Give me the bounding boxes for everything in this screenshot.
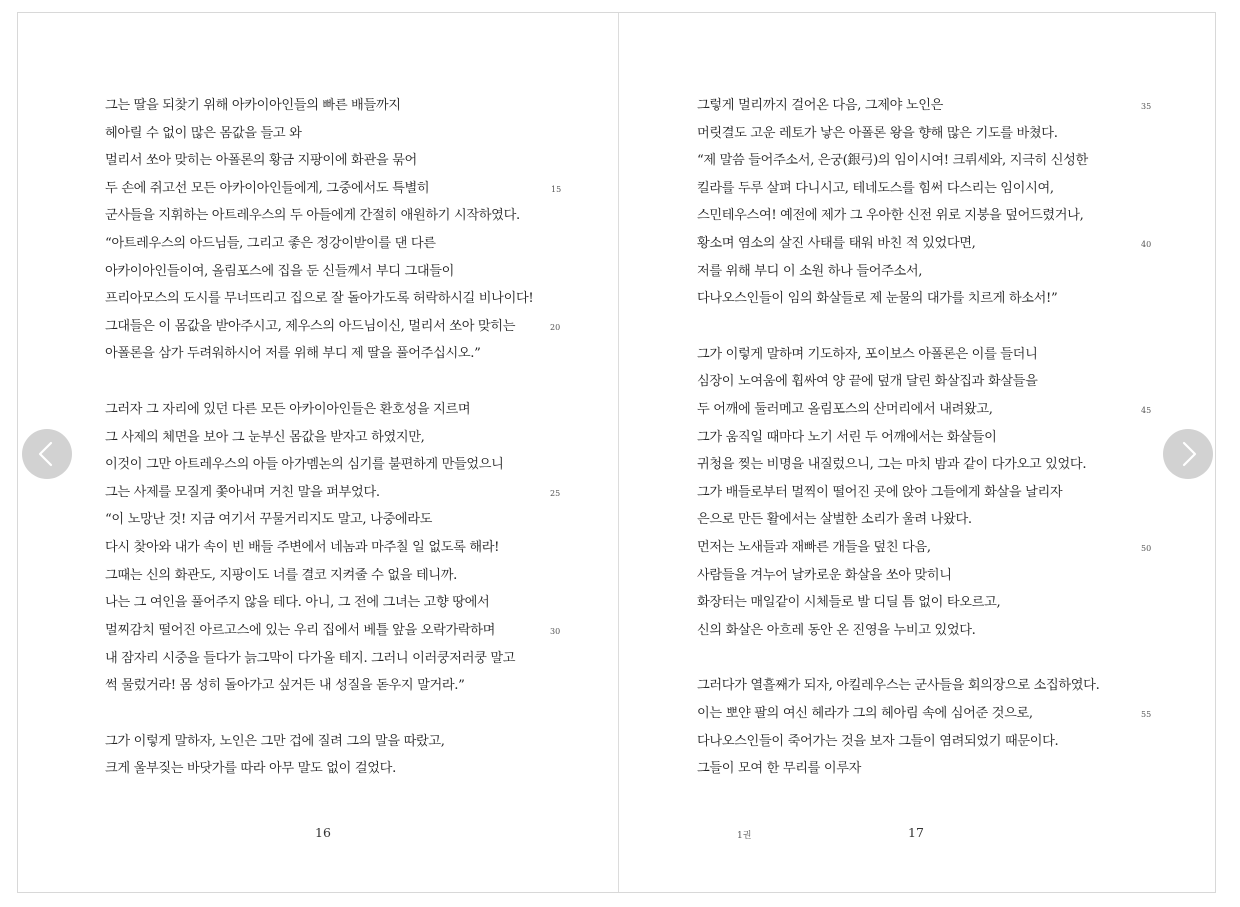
verse-line: 다시 찾아와 내가 속이 빈 배들 주변에서 네놈과 마주칠 일 없도록 해라! xyxy=(105,540,500,555)
verse-line: 그러다가 열흘째가 되자, 아킬레우스는 군사들을 회의장으로 소집하였다. xyxy=(697,678,1100,693)
verse-line: 그가 이렇게 말하자, 노인은 그만 겁에 질려 그의 말을 따랐고, xyxy=(105,734,445,749)
chevron-left-icon xyxy=(22,429,72,479)
verse-line: 이것이 그만 아트레우스의 아들 아가멤논의 심기를 불편하게 만들었으니 xyxy=(105,457,504,472)
verse-line: 먼저는 노새들과 재빠른 개들을 덮친 다음, xyxy=(697,540,931,555)
verse-line: 썩 물렀거라! 몸 성히 돌아가고 싶거든 내 성질을 돋우지 말거라.” xyxy=(105,678,465,693)
verse-line: 그대들은 이 몸값을 받아주시고, 제우스의 아드님이신, 멀리서 쏘아 맞히는 xyxy=(105,319,516,334)
verse-line: 그는 사제를 모질게 쫓아내며 거친 말을 퍼부었다. xyxy=(105,485,380,500)
verse-line: 그들이 모여 한 무리를 이루자 xyxy=(697,761,862,776)
line-number: 50 xyxy=(1141,544,1152,553)
left-page xyxy=(18,13,618,892)
verse-line: 헤아릴 수 없이 많은 몸값을 들고 와 xyxy=(105,126,302,141)
verse-line: 내 잠자리 시중을 들다가 늙그막이 다가올 테지. 그러니 이러쿵저러쿵 말고 xyxy=(105,651,516,666)
chevron-right-icon xyxy=(1163,429,1213,479)
line-number: 40 xyxy=(1141,240,1152,249)
verse-line: 화장터는 매일같이 시체들로 발 디딜 틈 없이 타오르고, xyxy=(697,595,1001,610)
verse-line: 그가 움직일 때마다 노기 서린 두 어깨에서는 화살들이 xyxy=(697,430,997,445)
volume-label: 1권 xyxy=(737,831,752,841)
verse-line: “아트레우스의 아드님들, 그리고 좋은 정강이받이를 댄 다른 xyxy=(105,236,436,251)
verse-line: 아폴론을 삼가 두려워하시어 저를 위해 부디 제 딸을 풀어주십시오.” xyxy=(105,346,481,361)
right-page xyxy=(619,13,1217,892)
verse-line: 킬라를 두루 살펴 다니시고, 테네도스를 힘써 다스리는 임이시여, xyxy=(697,181,1054,196)
verse-line: 심장이 노여움에 휩싸여 양 끝에 덮개 달린 화살집과 화살들을 xyxy=(697,374,1038,389)
next-page-button[interactable] xyxy=(1163,429,1213,479)
verse-line: 멀리서 쏘아 맞히는 아폴론의 황금 지팡이에 화관을 묶어 xyxy=(105,153,417,168)
verse-line: 사람들을 겨누어 날카로운 화살을 쏘아 맞히니 xyxy=(697,568,952,583)
book-spread xyxy=(17,12,1216,893)
verse-line: 아카이아인들이여, 올림포스에 집을 둔 신들께서 부디 그대들이 xyxy=(105,264,455,279)
line-number: 30 xyxy=(550,627,561,636)
line-number: 20 xyxy=(550,323,561,332)
verse-line: 그가 배들로부터 멀찍이 떨어진 곳에 앉아 그들에게 화살을 날리자 xyxy=(697,485,1063,500)
verse-line: 신의 화살은 아흐레 동안 온 진영을 누비고 있었다. xyxy=(697,623,976,638)
verse-line: 다나오스인들이 죽어가는 것을 보자 그들이 염려되었기 때문이다. xyxy=(697,734,1059,749)
verse-line: 군사들을 지휘하는 아트레우스의 두 아들에게 간절히 애원하기 시작하였다. xyxy=(105,208,520,223)
verse-line: 머릿결도 고운 레토가 낳은 아폴론 왕을 향해 많은 기도를 바쳤다. xyxy=(697,126,1058,141)
verse-line: 스민테우스여! 예전에 제가 그 우아한 신전 위로 지붕을 덮어드렸거나, xyxy=(697,208,1084,223)
verse-line: 그렇게 멀리까지 걸어온 다음, 그제야 노인은 xyxy=(697,98,944,113)
verse-line: “이 노망난 것! 지금 여기서 꾸물거리지도 말고, 나중에라도 xyxy=(105,512,433,527)
verse-line: “제 말씀 들어주소서, 은궁(銀弓)의 임이시여! 크뤼세와, 지극히 신성한 xyxy=(697,153,1088,168)
page-number: 16 xyxy=(315,825,331,840)
verse-line: 크게 울부짖는 바닷가를 따라 아무 말도 없이 걸었다. xyxy=(105,761,396,776)
verse-line: 멀찌감치 떨어진 아르고스에 있는 우리 집에서 베틀 앞을 오락가락하며 xyxy=(105,623,496,638)
verse-line: 다나오스인들이 임의 화살들로 제 눈물의 대가를 치르게 하소서!” xyxy=(697,291,1058,306)
line-number: 55 xyxy=(1141,710,1152,719)
line-number: 25 xyxy=(550,489,561,498)
verse-line: 그때는 신의 화관도, 지팡이도 너를 결코 지켜줄 수 없을 테니까. xyxy=(105,568,457,583)
verse-line: 저를 위해 부디 이 소원 하나 들어주소서, xyxy=(697,264,923,279)
verse-line: 황소며 염소의 살진 사태를 태워 바친 적 있었다면, xyxy=(697,236,976,251)
line-number: 45 xyxy=(1141,406,1152,415)
previous-page-button[interactable] xyxy=(22,429,72,479)
page-number: 17 xyxy=(908,825,924,840)
verse-line: 은으로 만든 활에서는 살벌한 소리가 울려 나왔다. xyxy=(697,512,972,527)
verse-line: 나는 그 여인을 풀어주지 않을 테다. 아니, 그 전에 그녀는 고향 땅에서 xyxy=(105,595,490,610)
verse-line: 귀청을 찢는 비명을 내질렀으니, 그는 마치 밤과 같이 다가오고 있었다. xyxy=(697,457,1087,472)
verse-line: 두 어깨에 둘러메고 올림포스의 산머리에서 내려왔고, xyxy=(697,402,993,417)
line-number: 35 xyxy=(1141,102,1152,111)
verse-line: 프리아모스의 도시를 무너뜨리고 집으로 잘 돌아가도록 허락하시길 비나이다! xyxy=(105,291,534,306)
verse-line: 그가 이렇게 말하며 기도하자, 포이보스 아폴론은 이를 들더니 xyxy=(697,347,1038,362)
verse-line: 이는 뽀얀 팔의 여신 헤라가 그의 헤아림 속에 심어준 것으로, xyxy=(697,706,1033,721)
line-number: 15 xyxy=(551,185,562,194)
verse-line: 두 손에 쥐고선 모든 아카이아인들에게, 그중에서도 특별히 xyxy=(105,181,430,196)
verse-line: 그 사제의 체면을 보아 그 눈부신 몸값을 받자고 하였지만, xyxy=(105,430,425,445)
verse-line: 그러자 그 자리에 있던 다른 모든 아카이아인들은 환호성을 지르며 xyxy=(105,402,471,417)
verse-line: 그는 딸을 되찾기 위해 아카이아인들의 빠른 배들까지 xyxy=(105,98,401,113)
